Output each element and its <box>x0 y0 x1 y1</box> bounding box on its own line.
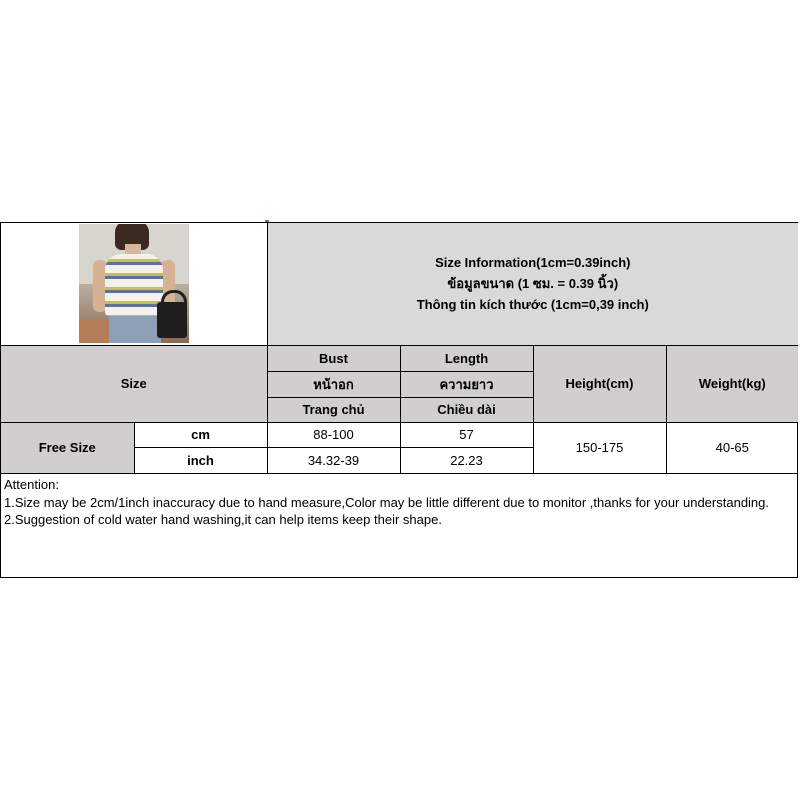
unit-inch: inch <box>134 447 267 473</box>
striped-tank-top <box>105 254 163 316</box>
bust-header-th: หน้าอก <box>267 371 400 397</box>
product-photo-cell <box>1 223 267 345</box>
length-header-en: Length <box>400 345 533 371</box>
bust-inch-value: 34.32-39 <box>267 447 400 473</box>
bust-cm-value: 88-100 <box>267 422 400 447</box>
bust-header-en: Bust <box>267 345 400 371</box>
attention-note-2: 2.Suggestion of cold water hand washing,it can help items keep their shape. <box>4 512 442 527</box>
length-header-th: ความยาว <box>400 371 533 397</box>
unit-cm: cm <box>134 422 267 447</box>
size-info-thai: ข้อมูลขนาด (1 ซม. = 0.39 นิ้ว) <box>447 276 619 292</box>
handbag <box>157 302 187 338</box>
size-info-vietnamese: Thông tin kích thước (1cm=0,39 inch) <box>416 297 649 313</box>
height-header: Height(cm) <box>533 345 666 422</box>
attention-note-1: 1.Size may be 2cm/1inch inaccuracy due to hand measure,Color may be little different due to monitor ,thanks for your understanding. <box>4 494 770 510</box>
length-header-vi: Chiều dài <box>400 397 533 422</box>
weight-value: 40-65 <box>666 422 798 473</box>
bust-header-vi: Trang chủ <box>267 397 400 422</box>
size-heading: Size <box>1 345 267 422</box>
size-table <box>1 223 798 474</box>
attention-title: Attention: <box>4 477 59 492</box>
free-size-label: Free Size <box>1 422 134 473</box>
length-inch-value: 22.23 <box>400 447 533 473</box>
size-info-english: Size Information(1cm=0.39inch) <box>435 255 631 271</box>
size-chart <box>0 222 798 578</box>
model-photo <box>79 224 189 343</box>
weight-header: Weight(kg) <box>666 345 798 422</box>
height-value: 150-175 <box>533 422 666 473</box>
size-information-header <box>267 223 798 345</box>
length-cm-value: 57 <box>400 422 533 447</box>
attention-notes <box>4 476 769 529</box>
